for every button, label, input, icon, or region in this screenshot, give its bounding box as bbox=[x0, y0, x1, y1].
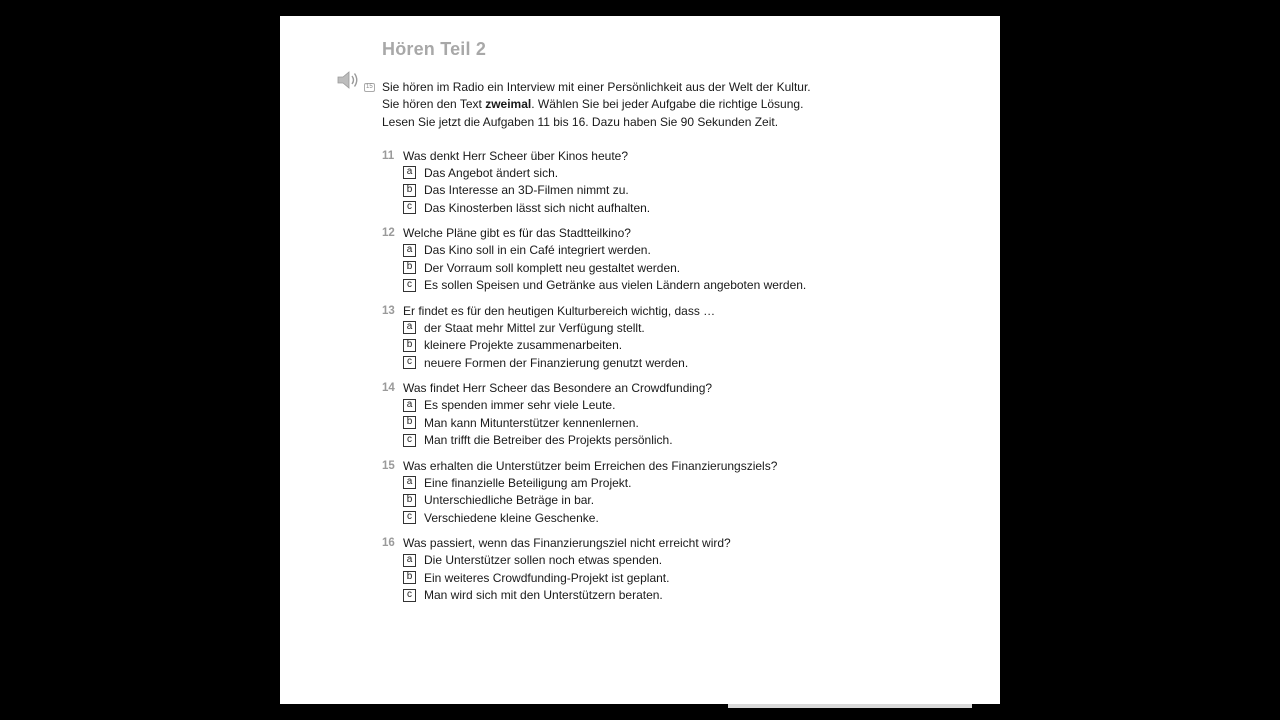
option-b[interactable] bbox=[382, 337, 942, 354]
option-b[interactable] bbox=[382, 182, 942, 199]
option-text: Das Angebot ändert sich. bbox=[424, 165, 559, 180]
question-12 bbox=[382, 225, 942, 294]
track-number: 15 bbox=[366, 84, 373, 90]
option-c[interactable] bbox=[382, 431, 942, 448]
option-checkbox[interactable]: a bbox=[403, 166, 416, 179]
bottom-edge-artifact bbox=[728, 704, 972, 708]
question-number: 11 bbox=[382, 149, 395, 162]
question-number: 14 bbox=[382, 382, 395, 395]
option-c[interactable] bbox=[382, 354, 942, 371]
question-number: 12 bbox=[382, 227, 395, 240]
option-a[interactable] bbox=[382, 552, 942, 569]
question-number: 13 bbox=[382, 304, 395, 317]
option-checkbox[interactable]: a bbox=[403, 321, 416, 334]
option-b[interactable] bbox=[382, 259, 942, 276]
option-c[interactable] bbox=[382, 199, 942, 216]
option-text: kleinere Projekte zusammenarbeiten. bbox=[424, 338, 623, 353]
question-text: Was denkt Herr Scheer über Kinos heute? bbox=[403, 148, 629, 163]
option-checkbox[interactable]: c bbox=[403, 356, 416, 369]
option-checkbox[interactable]: a bbox=[403, 399, 416, 412]
option-text: Das Kinosterben lässt sich nicht aufhalten. bbox=[424, 200, 651, 215]
question-stem bbox=[382, 380, 942, 397]
question-13 bbox=[382, 302, 942, 371]
option-checkbox[interactable]: c bbox=[403, 434, 416, 447]
question-11 bbox=[382, 147, 942, 216]
option-checkbox[interactable]: b bbox=[403, 184, 416, 197]
option-checkbox[interactable]: a bbox=[403, 476, 416, 489]
question-text: Was erhalten die Unterstützer beim Erreichen des Finanzierungsziels? bbox=[403, 458, 778, 473]
option-text: Es sollen Speisen und Getränke aus vielen Ländern angeboten werden. bbox=[424, 278, 807, 293]
instruction-line-2-start: Sie hören den Text bbox=[382, 97, 486, 112]
option-text: Man kann Mitunterstützer kennenlernen. bbox=[424, 415, 639, 430]
question-16 bbox=[382, 535, 942, 604]
question-text: Was passiert, wenn das Finanzierungsziel nicht erreicht wird? bbox=[403, 536, 731, 551]
option-a[interactable] bbox=[382, 474, 942, 491]
option-checkbox[interactable]: c bbox=[403, 511, 416, 524]
question-number: 16 bbox=[382, 537, 395, 550]
instruction-emphasis: zweimal bbox=[485, 97, 532, 112]
option-checkbox[interactable]: c bbox=[403, 279, 416, 292]
option-b[interactable] bbox=[382, 414, 942, 431]
option-text: Unterschiedliche Beträge in bar. bbox=[424, 493, 595, 508]
question-stem bbox=[382, 457, 942, 474]
option-text: Das Kino soll in ein Café integriert werden. bbox=[424, 243, 651, 258]
option-a[interactable] bbox=[382, 397, 942, 414]
option-b[interactable] bbox=[382, 492, 942, 509]
instruction-line-2-end: . Wählen Sie bei jeder Aufgabe die richtige Lösung. bbox=[531, 97, 804, 112]
option-checkbox[interactable]: b bbox=[403, 261, 416, 274]
question-stem bbox=[382, 302, 942, 319]
option-a[interactable] bbox=[382, 319, 942, 336]
option-a[interactable] bbox=[382, 242, 942, 259]
instruction-line-2 bbox=[382, 96, 902, 113]
question-number: 15 bbox=[382, 459, 395, 472]
option-checkbox[interactable]: c bbox=[403, 589, 416, 602]
option-text: Verschiedene kleine Geschenke. bbox=[424, 510, 599, 525]
option-text: Der Vorraum soll komplett neu gestaltet werden. bbox=[424, 260, 681, 275]
instruction-line-1: Sie hören im Radio ein Interview mit einer Persönlichkeit aus der Welt der Kultur. bbox=[382, 80, 811, 94]
option-c[interactable] bbox=[382, 586, 942, 603]
option-text: neuere Formen der Finanzierung genutzt werden. bbox=[424, 355, 689, 370]
option-checkbox[interactable]: b bbox=[403, 339, 416, 352]
option-text: Es spenden immer sehr viele Leute. bbox=[424, 398, 616, 413]
option-text: Die Unterstützer sollen noch etwas spenden. bbox=[424, 553, 663, 568]
option-text: Das Interesse an 3D-Filmen nimmt zu. bbox=[424, 183, 629, 198]
option-text: Eine finanzielle Beteiligung am Projekt. bbox=[424, 475, 632, 490]
option-text: Man trifft die Betreiber des Projekts persönlich. bbox=[424, 433, 673, 448]
option-checkbox[interactable]: b bbox=[403, 571, 416, 584]
instructions bbox=[382, 79, 902, 131]
question-stem bbox=[382, 225, 942, 242]
option-c[interactable] bbox=[382, 509, 942, 526]
question-14 bbox=[382, 380, 942, 449]
option-text: der Staat mehr Mittel zur Verfügung stellt. bbox=[424, 320, 645, 335]
option-a[interactable] bbox=[382, 164, 942, 181]
question-15 bbox=[382, 457, 942, 526]
question-stem bbox=[382, 147, 942, 164]
page-title: Hören Teil 2 bbox=[382, 39, 487, 59]
option-text: Ein weiteres Crowdfunding-Projekt ist geplant. bbox=[424, 570, 670, 585]
option-checkbox[interactable]: a bbox=[403, 244, 416, 257]
option-c[interactable] bbox=[382, 276, 942, 293]
option-checkbox[interactable]: b bbox=[403, 494, 416, 507]
option-checkbox[interactable]: b bbox=[403, 416, 416, 429]
worksheet-page bbox=[280, 16, 1000, 704]
option-checkbox[interactable]: a bbox=[403, 554, 416, 567]
option-checkbox[interactable]: c bbox=[403, 201, 416, 214]
question-text: Was findet Herr Scheer das Besondere an Crowdfunding? bbox=[403, 381, 713, 396]
question-text: Er findet es für den heutigen Kulturbereich wichtig, dass … bbox=[403, 303, 716, 318]
question-stem bbox=[382, 535, 942, 552]
instruction-line-3: Lesen Sie jetzt die Aufgaben 11 bis 16. Dazu haben Sie 90 Sekunden Zeit. bbox=[382, 114, 779, 129]
question-text: Welche Pläne gibt es für das Stadtteilkino? bbox=[403, 226, 631, 241]
speaker-icon[interactable] bbox=[336, 69, 360, 91]
option-b[interactable] bbox=[382, 569, 942, 586]
option-text: Man wird sich mit den Unterstützern beraten. bbox=[424, 588, 663, 603]
